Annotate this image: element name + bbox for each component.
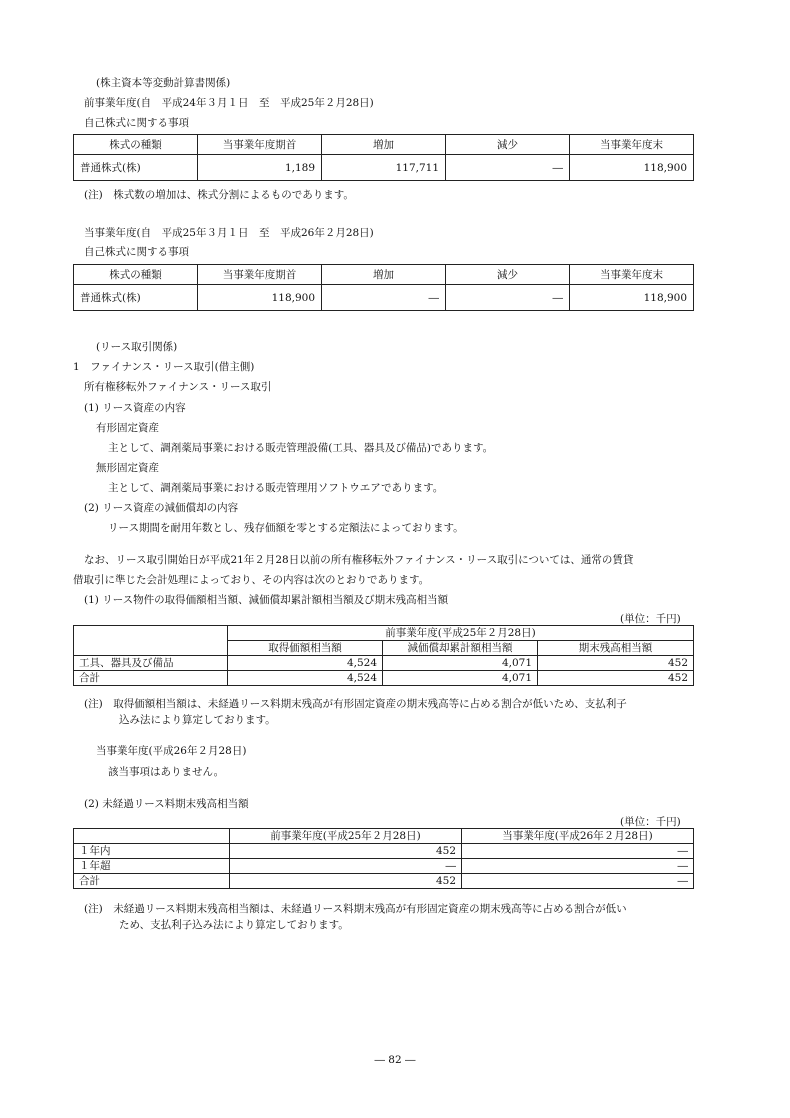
paragraph-line-2: 借取引に準じた会計処理によっており、その内容は次のとおりであります。 <box>73 574 430 586</box>
table2-note-line-2: ため、支払利子込み法により算定しております。 <box>119 919 349 931</box>
table-cell: 452 <box>538 656 694 671</box>
section-heading-lease: (リース取引関係) <box>96 341 178 353</box>
header-cell: 当事業年度末 <box>570 135 694 155</box>
header-cell: 減少 <box>446 135 570 155</box>
header-cell: 減価償却累計額相当額 <box>383 641 538 656</box>
header-cell: 減少 <box>446 265 570 285</box>
table2-title: (2) 未経過リース料期末残高相当額 <box>84 798 249 810</box>
table-cell: 4,524 <box>228 671 383 686</box>
table1-note-line-1: (注) 取得価額相当額は、未経過リース料期末残高が有形固定資産の期末残高等に占める割合が低いため、支払利子 <box>84 698 627 710</box>
table-cell: 4,071 <box>383 656 538 671</box>
row-label: １年内 <box>74 844 230 859</box>
curr-year-label: 当事業年度(平成26年２月28日) <box>96 745 247 757</box>
tangible-label: 有形固定資産 <box>96 422 159 434</box>
treasury-stock-table-prev <box>73 134 694 181</box>
table-row <box>74 285 694 311</box>
period-header: 前事業年度(平成25年２月28日) <box>228 626 694 641</box>
prev-note: (注) 株式数の増加は、株式分割によるものであります。 <box>84 189 354 201</box>
row-label: 合計 <box>74 874 230 889</box>
table-cell: 117,711 <box>322 155 446 181</box>
table-cell: 4,071 <box>383 671 538 686</box>
empty-corner-cell <box>74 626 228 656</box>
table-cell: 452 <box>230 844 462 859</box>
table-cell: ― <box>446 155 570 181</box>
table-cell: 118,900 <box>198 285 322 311</box>
table-cell: ― <box>446 285 570 311</box>
tangible-text: 主として、調剤薬局事業における販売管理設備(工具、器具及び備品)であります。 <box>108 442 494 454</box>
prev-subtitle: 自己株式に関する事項 <box>84 117 189 129</box>
table-cell: ― <box>230 859 462 874</box>
header-cell: 期末残高相当額 <box>538 641 694 656</box>
lease-assets-heading: (1) リース資産の内容 <box>84 402 186 414</box>
header-cell: 株式の種類 <box>74 265 198 285</box>
row-label: 普通株式(株) <box>74 155 198 181</box>
empty-corner-cell <box>74 829 230 844</box>
table-cell: ― <box>462 859 694 874</box>
row-label: １年超 <box>74 859 230 874</box>
table-header-row <box>74 265 694 285</box>
header-cell: 増加 <box>322 135 446 155</box>
treasury-stock-table-curr <box>73 264 694 311</box>
table-header-row <box>74 135 694 155</box>
curr-subtitle: 自己株式に関する事項 <box>84 246 189 258</box>
unexpired-lease-table <box>73 828 694 889</box>
header-cell: 当事業年度期首 <box>198 135 322 155</box>
lease-property-table <box>73 625 694 686</box>
lease-subheading: 所有権移転外ファイナンス・リース取引 <box>84 381 272 393</box>
table-row <box>74 671 694 686</box>
table-cell: 1,189 <box>198 155 322 181</box>
table-cell: ― <box>462 844 694 859</box>
table-header-row <box>74 626 694 641</box>
table-row <box>74 155 694 181</box>
row-label: 普通株式(株) <box>74 285 198 311</box>
header-cell: 当事業年度末 <box>570 265 694 285</box>
lease-item-1: 1 ファイナンス・リース取引(借主側) <box>73 361 255 373</box>
unit-label-2: (単位：千円) <box>620 816 681 828</box>
intangible-text: 主として、調剤薬局事業における販売管理用ソフトウエアであります。 <box>108 482 444 494</box>
unit-label: (単位：千円) <box>620 613 681 625</box>
row-label: 工具、器具及び備品 <box>74 656 228 671</box>
table-row <box>74 874 694 889</box>
table-row <box>74 859 694 874</box>
paragraph-line-1: なお、リース取引開始日が平成21年２月28日以前の所有権移転外ファイナンス・リース取引については、通常の賃貸 <box>84 554 634 566</box>
header-cell: 前事業年度(平成25年２月28日) <box>230 829 462 844</box>
header-cell: 増加 <box>322 265 446 285</box>
header-cell: 株式の種類 <box>74 135 198 155</box>
table-cell: 452 <box>538 671 694 686</box>
table-cell: ― <box>322 285 446 311</box>
table2-note-line-1: (注) 未経過リース料期末残高相当額は、未経過リース料期末残高が有形固定資産の期末残高等に占める割合が低い <box>84 903 627 915</box>
header-cell: 当事業年度(平成26年２月28日) <box>462 829 694 844</box>
curr-year-text: 該当事項はありません。 <box>108 766 225 778</box>
depreciation-heading: (2) リース資産の減価償却の内容 <box>84 502 239 514</box>
table1-title: (1) リース物件の取得価額相当額、減価償却累計額相当額及び期末残高相当額 <box>84 594 449 606</box>
intangible-label: 無形固定資産 <box>96 462 159 474</box>
table-row <box>74 844 694 859</box>
header-cell: 取得価額相当額 <box>228 641 383 656</box>
page-number: ― 82 ― <box>374 1054 416 1066</box>
curr-period-label: 当事業年度(自 平成25年３月１日 至 平成26年２月28日) <box>84 227 374 239</box>
row-label: 合計 <box>74 671 228 686</box>
table1-note-line-2: 込み法により算定しております。 <box>119 714 276 726</box>
table-row <box>74 656 694 671</box>
header-cell: 当事業年度期首 <box>198 265 322 285</box>
table-header-row <box>74 829 694 844</box>
table-cell: 118,900 <box>570 155 694 181</box>
prev-period-label: 前事業年度(自 平成24年３月１日 至 平成25年２月28日) <box>84 97 374 109</box>
table-cell: 118,900 <box>570 285 694 311</box>
table-cell: 4,524 <box>228 656 383 671</box>
table-cell: ― <box>462 874 694 889</box>
depreciation-text: リース期間を耐用年数とし、残存価額を零とする定額法によっております。 <box>108 522 464 534</box>
table-cell: 452 <box>230 874 462 889</box>
section-heading-equity: (株主資本等変動計算書関係) <box>96 77 231 89</box>
